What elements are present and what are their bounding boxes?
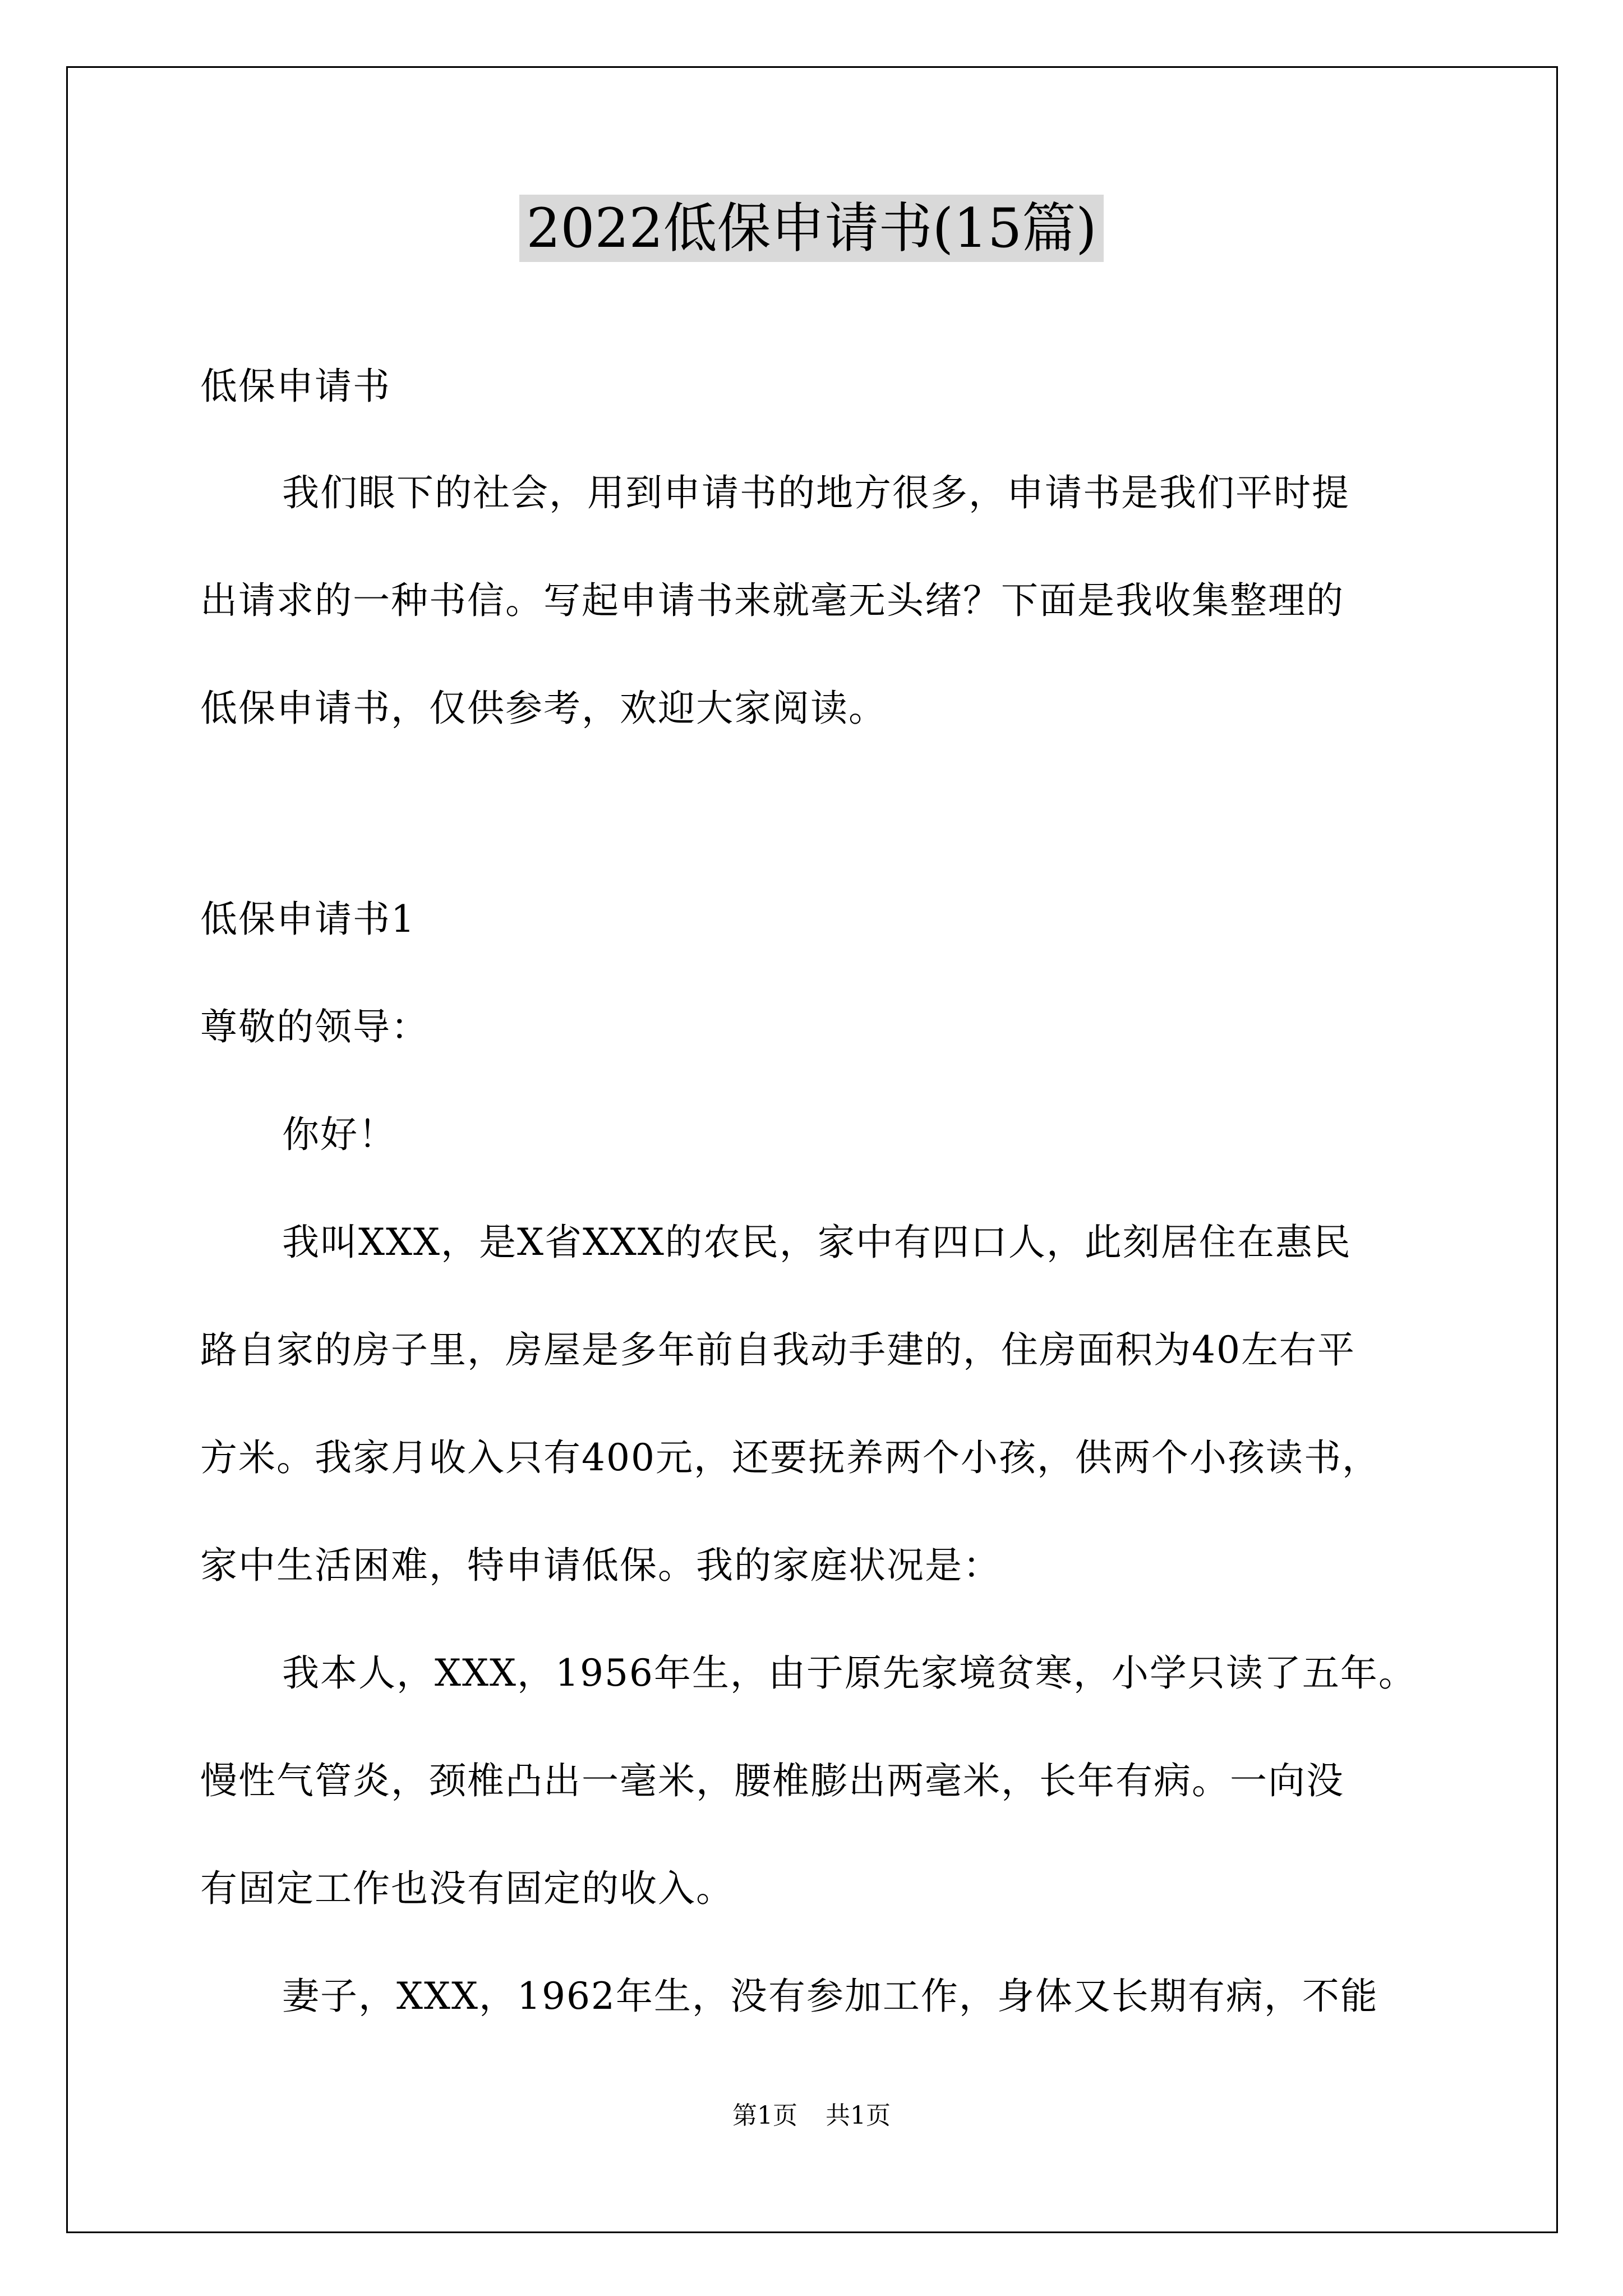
document-title xyxy=(0,194,1623,264)
paragraph-line: 低保申请书，仅供参考，欢迎大家阅读。 xyxy=(200,687,887,730)
page-number: 第1页 xyxy=(732,2101,797,2130)
paragraph-line: 有固定工作也没有固定的收入。 xyxy=(200,1867,734,1910)
paragraph-line: 家中生活困难，特申请低保。我的家庭状况是： xyxy=(200,1544,1001,1587)
paragraph-line: 慢性气管炎，颈椎凸出一毫米，腰椎膨出两毫米，长年有病。一向没 xyxy=(200,1759,1344,1802)
paragraph-line: 我们眼下的社会，用到申请书的地方很多，申请书是我们平时提 xyxy=(282,471,1350,514)
paragraph-line: 出请求的一种书信。写起申请书来就毫无头绪？下面是我收集整理的 xyxy=(200,579,1344,622)
page-total: 共1页 xyxy=(826,2101,891,2130)
page-footer xyxy=(0,2095,1623,2131)
paragraph-line: 方米。我家月收入只有400元，还要抚养两个小孩，供两个小孩读书， xyxy=(200,1436,1380,1479)
paragraph-line: 路自家的房子里，房屋是多年前自我动手建的，住房面积为40左右平 xyxy=(200,1328,1355,1372)
paragraph-line: 妻子，XXX，1962年生，没有参加工作，身体又长期有病，不能 xyxy=(282,1975,1378,2018)
salutation: 尊敬的领导： xyxy=(200,1005,429,1048)
section-heading: 低保申请书1 xyxy=(200,898,416,941)
section-heading: 低保申请书 xyxy=(200,365,391,408)
paragraph-line: 我叫XXX，是X省XXX的农民，家中有四口人，此刻居住在惠民 xyxy=(282,1221,1352,1264)
document-title-text: 2022低保申请书(15篇) xyxy=(519,195,1103,262)
greeting: 你好！ xyxy=(282,1113,396,1156)
paragraph-line: 我本人，XXX，1956年生，由于原先家境贫寒，小学只读了五年。 xyxy=(282,1651,1417,1695)
